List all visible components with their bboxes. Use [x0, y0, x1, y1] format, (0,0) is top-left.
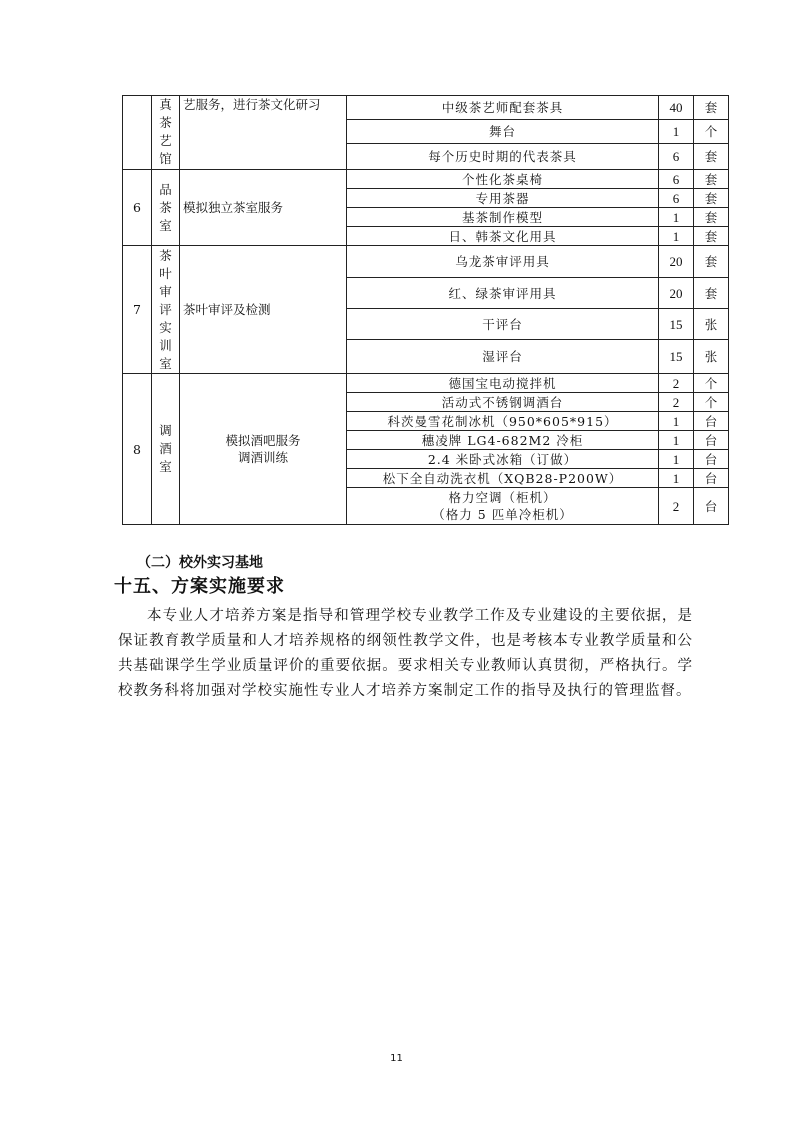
room-name: 茶叶审评实训室	[152, 246, 180, 374]
room-function-line: 调酒训练	[237, 450, 288, 465]
item-name: 干评台	[347, 309, 659, 340]
table-row	[123, 246, 729, 278]
room-function	[180, 374, 347, 525]
item-qty: 2	[659, 374, 694, 393]
item-unit: 套	[694, 278, 729, 309]
item-name: 个性化茶桌椅	[347, 170, 659, 189]
row-number: 7	[123, 246, 152, 374]
item-unit: 个	[694, 120, 729, 144]
item-unit: 套	[694, 246, 729, 278]
item-name: 舞台	[347, 120, 659, 144]
item-unit: 套	[694, 189, 729, 208]
table-row	[123, 170, 729, 189]
item-qty: 2	[659, 488, 694, 525]
item-name: 红、绿茶审评用具	[347, 278, 659, 309]
item-unit: 套	[694, 170, 729, 189]
room-function: 艺服务，进行茶文化研习	[180, 96, 347, 170]
item-name: 松下全自动洗衣机（XQB28-P200W）	[347, 469, 659, 488]
item-name: 中级茶艺师配套茶具	[347, 96, 659, 120]
item-unit: 台	[694, 431, 729, 450]
item-name: 基茶制作模型	[347, 208, 659, 227]
subheading: （二）校外实习基地	[137, 555, 263, 571]
body-paragraph: 本专业人才培养方案是指导和管理学校专业教学工作及专业建设的主要依据，是保证教育教学质量和人才培养规格的纲领性教学文件，也是考核本专业教学质量和公共基础课学生学业质量评价的重要依据。要求相关专业教师认真贯彻，严格执行。学校教务科将加强对学校实施性专业人才培养方案制定工作的指导及执行的管理监督。	[118, 608, 693, 699]
section-heading: 十五、方案实施要求	[114, 576, 285, 597]
item-unit: 台	[694, 412, 729, 431]
item-qty: 1	[659, 227, 694, 246]
room-function: 茶叶审评及检测	[180, 246, 347, 374]
row-number: 8	[123, 374, 152, 525]
item-name: 科茨曼雪花制冰机（950*605*915）	[347, 412, 659, 431]
item-qty: 40	[659, 96, 694, 120]
item-qty: 1	[659, 208, 694, 227]
room-function: 模拟独立茶室服务	[180, 170, 347, 246]
equipment-table	[122, 95, 729, 525]
table-row	[123, 96, 729, 120]
room-name: 调酒室	[152, 374, 180, 525]
item-name: 活动式不锈钢调酒台	[347, 393, 659, 412]
item-name: 穗凌牌 LG4-682M2 冷柜	[347, 431, 659, 450]
row-number	[123, 96, 152, 170]
item-unit: 个	[694, 374, 729, 393]
item-unit: 台	[694, 450, 729, 469]
item-unit: 套	[694, 96, 729, 120]
item-qty: 20	[659, 278, 694, 309]
item-qty: 1	[659, 431, 694, 450]
room-function-line: 模拟酒吧服务	[225, 433, 301, 448]
item-qty: 2	[659, 393, 694, 412]
item-name-line: 格力空调（柜机）	[448, 490, 557, 505]
item-unit: 个	[694, 393, 729, 412]
item-qty: 6	[659, 144, 694, 170]
item-unit: 台	[694, 488, 729, 525]
item-qty: 1	[659, 450, 694, 469]
item-name: 乌龙茶审评用具	[347, 246, 659, 278]
item-name: 每个历史时期的代表茶具	[347, 144, 659, 170]
row-number: 6	[123, 170, 152, 246]
item-name: 日、韩茶文化用具	[347, 227, 659, 246]
item-qty: 6	[659, 189, 694, 208]
item-qty: 15	[659, 340, 694, 374]
item-qty: 1	[659, 469, 694, 488]
item-name: 专用茶器	[347, 189, 659, 208]
item-name: 2.4 米卧式冰箱（订做）	[347, 450, 659, 469]
room-name: 真茶艺馆	[152, 96, 180, 170]
item-name: 湿评台	[347, 340, 659, 374]
item-unit: 张	[694, 340, 729, 374]
page-number: 11	[390, 1053, 403, 1064]
item-name	[347, 488, 659, 525]
item-unit: 套	[694, 227, 729, 246]
item-unit: 套	[694, 208, 729, 227]
item-qty: 1	[659, 412, 694, 431]
item-unit: 台	[694, 469, 729, 488]
item-unit: 张	[694, 309, 729, 340]
item-qty: 15	[659, 309, 694, 340]
item-name-line: （格力 5 匹单冷柜机）	[432, 507, 573, 522]
item-unit: 套	[694, 144, 729, 170]
item-qty: 6	[659, 170, 694, 189]
item-qty: 1	[659, 120, 694, 144]
item-name: 德国宝电动搅拌机	[347, 374, 659, 393]
table-row	[123, 374, 729, 393]
room-name: 品茶室	[152, 170, 180, 246]
item-qty: 20	[659, 246, 694, 278]
